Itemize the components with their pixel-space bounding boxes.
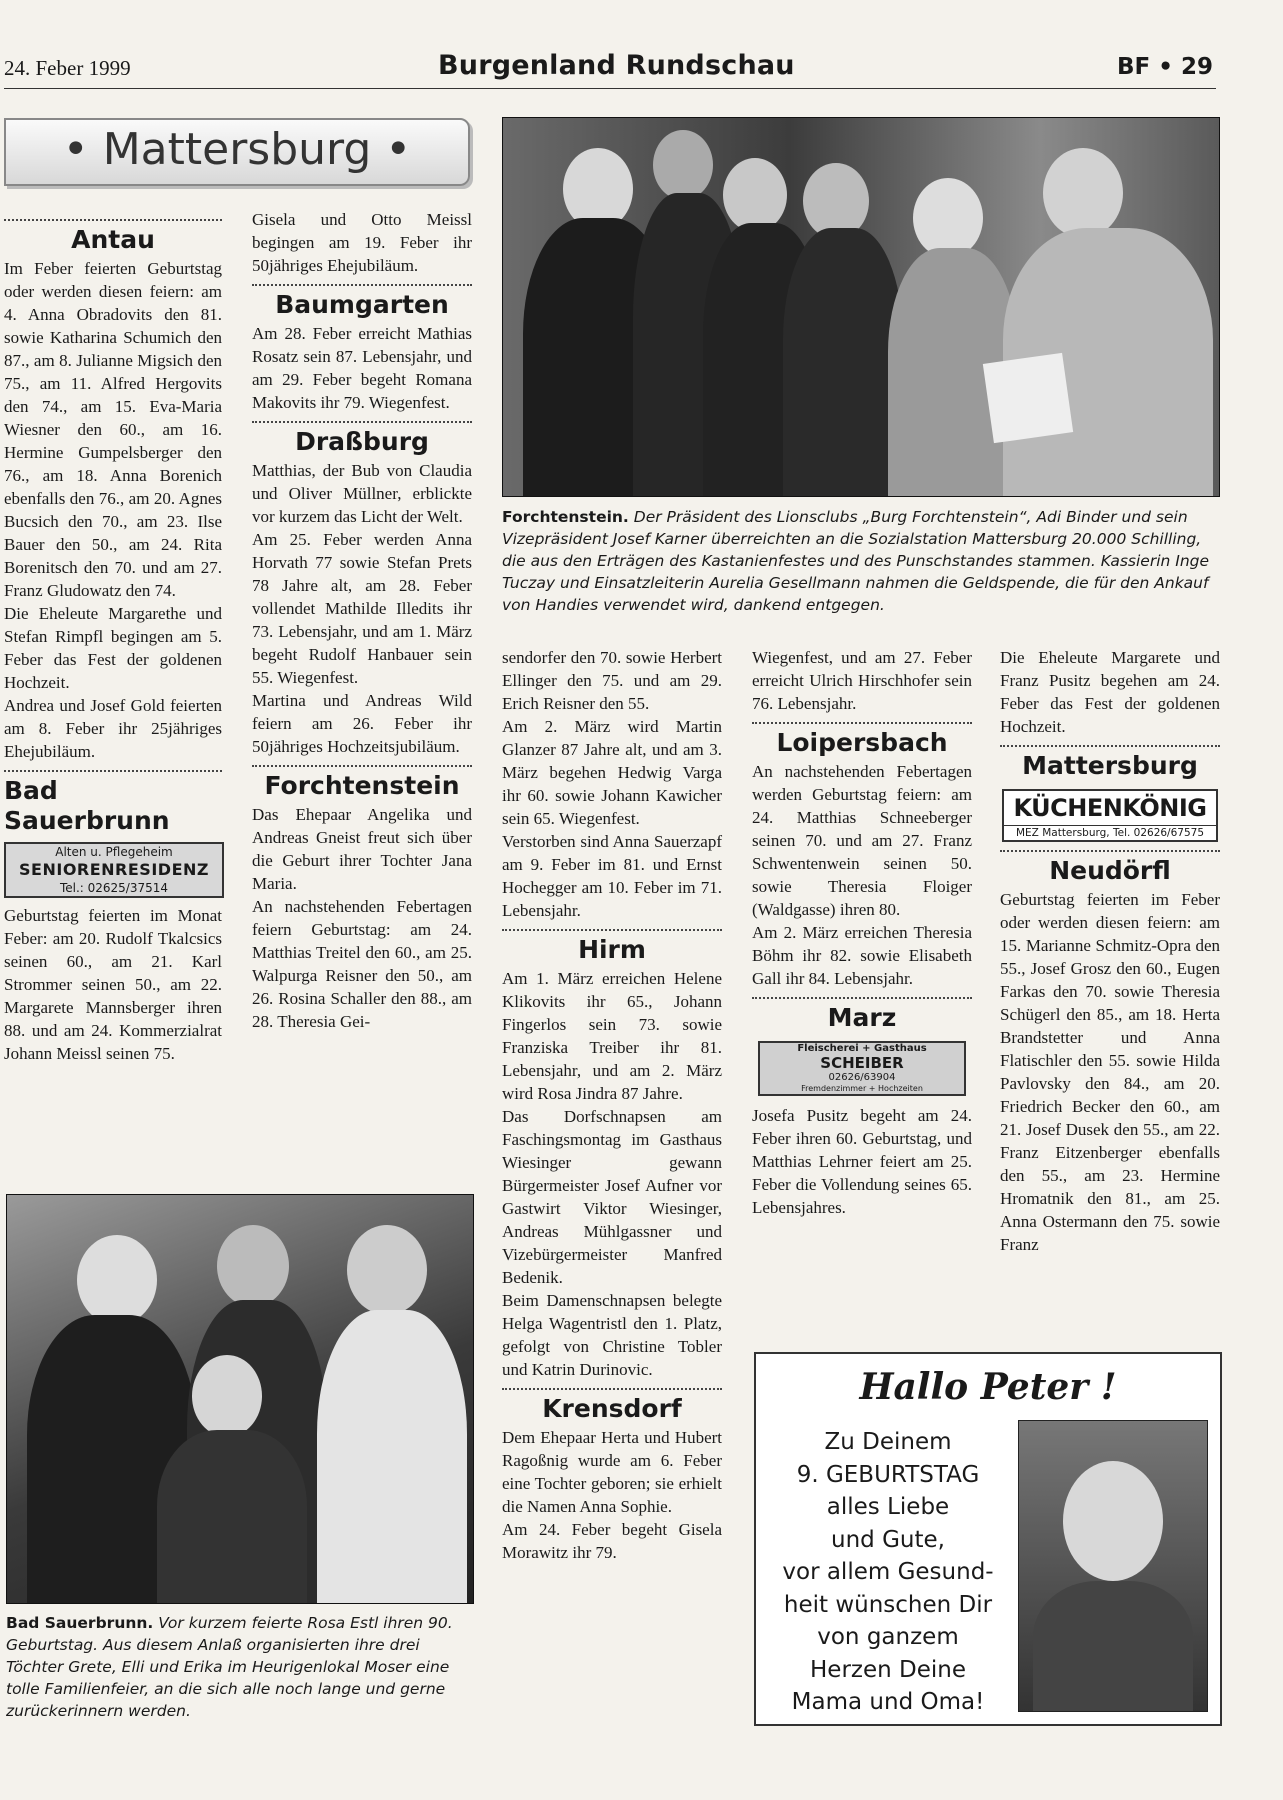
section-heading-drassburg: Draßburg: [295, 427, 429, 456]
article-text: An nachstehenden Febertagen feiern Geburtstag: am 24. Matthias Treitel den 60., am 25. Walpurga Reisner den 50., am 26. Rosina Schaller den 88., am 28. Theresia Gei-: [252, 897, 472, 1031]
ad-seniorenresidenz: [4, 842, 224, 898]
section-heading-neudoerfl: Neudörfl: [1049, 856, 1171, 885]
article-text: Im Feber feierten Geburtstag oder werden diesen feiern: am 4. Anna Obradovits den 81. sowie Katharina Schumich den 87., am 8. Julianne Migsich den 75., am 11. Alfred Hergovits den 74., am 15. Eva-Maria Wiesner den 60., am 16. Hermine Gumpelsberger den 76., am 18. Anna Borenich ebenfalls den 76., am 20. Agnes Bucsich den 70., am 23. Ilse Bauer den 50., am 24. Rita Borenitsch den 70. und am 27. Franz Gludowatz den 74.: [4, 259, 222, 600]
section-divider: [1000, 850, 1220, 852]
greeting-line: heit wünschen Dir: [783, 1591, 993, 1618]
article-text: Matthias, der Bub von Claudia und Oliver Müllner, erblickte vor kurzem das Licht der Welt.: [252, 461, 472, 526]
caption-place: Bad Sauerbrunn.: [6, 1614, 154, 1632]
photo-figure: [783, 228, 903, 497]
section-divider: [502, 929, 722, 931]
section-divider: [252, 421, 472, 423]
photo-figure: [192, 1355, 262, 1437]
photo-forchtenstein: [502, 117, 1220, 497]
section-divider: [752, 997, 972, 999]
photo-figure: [157, 1430, 307, 1604]
column-5: [1000, 646, 1220, 1256]
article-text: Dem Ehepaar Herta und Hubert Ragoßnig wurde am 6. Feber eine Tochter geboren; sie erhielt die Namen Anna Sophie.: [502, 1428, 722, 1516]
section-divider: [752, 722, 972, 724]
article-text: Beim Damenschnapsen belegte Helga Wagentristl den 1. Platz, gefolgt von Christine Tobler und Katrin Durinovic.: [502, 1291, 722, 1379]
greeting-line: vor allem Gesund-: [782, 1559, 994, 1585]
ad-line: Fleischerei + Gasthaus: [797, 1043, 927, 1054]
ad-line: SENIORENRESIDENZ: [19, 860, 209, 879]
photo-figure: [1063, 1461, 1163, 1581]
section-divider: [502, 1388, 722, 1390]
ad-line: SCHEIBER: [820, 1054, 904, 1072]
column-3: [502, 646, 722, 1564]
column-1: [4, 212, 222, 1065]
article-text: Am 24. Feber begeht Gisela Morawitz ihr 79.: [502, 1520, 722, 1562]
caption-text: Vor kurzem feierte Rosa Estl ihren 90. Geburtstag. Aus diesem Anlaß organisierten ihre drei Töchter Grete, Elli und Erika im Heurigenlokal Moser eine tolle Familienfeier, an die sich alle noch lange und gerne zurückerinnern werden.: [6, 1614, 453, 1720]
article-text: Das Ehepaar Angelika und Andreas Gneist freut sich über die Geburt ihrer Tochter Jana Maria.: [252, 805, 472, 893]
article-text: Verstorben sind Anna Sauerzapf am 9. Feber im 81. und Ernst Hochegger am 10. Feber im 71. Lebensjahr.: [502, 832, 722, 920]
greeting-line: 9. GEBURTSTAG: [796, 1461, 980, 1488]
greeting-text: [764, 1426, 1012, 1719]
section-divider: [1000, 745, 1220, 747]
article-text: Josefa Pusitz begeht am 24. Feber ihren 60. Geburtstag, und Matthias Lehrner feiert am 25. Feber die Vollendung seines 65. Lebensjahres.: [752, 1106, 972, 1217]
header-divider: [4, 88, 1216, 89]
ad-line: KÜCHENKÖNIG: [1013, 794, 1207, 822]
greeting-line: Herzen Deine: [810, 1656, 966, 1683]
ad-line: Alten u. Pflegeheim: [55, 845, 173, 859]
photo-caption-forchtenstein: [502, 506, 1218, 616]
photo-figure: [1043, 148, 1123, 238]
photo-figure: [347, 1225, 427, 1315]
column-2: [252, 208, 472, 1033]
photo-figure: [77, 1235, 157, 1325]
greeting-line: alles Liebe: [826, 1494, 950, 1520]
article-text: Am 25. Feber werden Anna Horvath 77 sowie Stefan Prets 78 Jahre alt, am 28. Feber vollendet Mathilde Illedits ihr 73. Lebensjahr, und am 1. März begeht Rudolf Hanbauer sein 55. Wiegenfest.: [252, 530, 472, 687]
article-text: Geburtstag feierten im Feber oder werden diesen feiern: am 15. Marianne Schmitz-Opra den 55., Josef Grosz den 60., Eugen Farkas den 70. sowie Theresia Schügerl den 85., am 18. Herta Brandstetter und Anna Flatischler den 55. sowie Hilda Pavlovsky den 84., am 20. Friedrich Becker den 60., am 21. Josef Dusek den 55., am 22. Franz Eitzenberger ebenfalls den 55., am 23. Hermine Hromatnik den 81., am 25. Anna Ostermann den 75. sowie Franz: [1000, 890, 1220, 1254]
article-text: Die Eheleute Margarethe und Stefan Rimpfl begingen am 5. Feber das Fest der goldenen Hochzeit.: [4, 604, 222, 692]
greeting-title: Hallo Peter !: [859, 1366, 1117, 1408]
caption-place: Forchtenstein.: [502, 508, 629, 526]
section-heading-bad-sauerbrunn: Bad Sauerbrunn: [4, 776, 170, 835]
ad-scheiber: [758, 1041, 966, 1096]
greeting-line: und Gute,: [831, 1526, 945, 1553]
ad-kuechenkoenig: [1002, 789, 1218, 842]
section-heading-marz: Marz: [827, 1003, 897, 1032]
section-heading-hirm: Hirm: [578, 935, 646, 964]
article-text: Die Eheleute Margarete und Franz Pusitz begehen am 24. Feber das Fest der goldenen Hochzeit.: [1000, 648, 1220, 736]
greeting-ad: [754, 1352, 1222, 1726]
photo-caption-bad-sauerbrunn: [6, 1612, 476, 1722]
photo-bad-sauerbrunn: [6, 1194, 474, 1604]
issue-date: 24. Feber 1999: [4, 56, 131, 80]
caption-text: Der Präsident des Lionsclubs „Burg Forchtenstein“, Adi Binder und sein Vizepräsident Josef Karner überreichten an die Sozialstation Mattersburg 20.000 Schilling, die aus den Erträgen des Kastanienfestes und des Punschstandes stammen. Kassierin Inge Tuczay und Einsatzleiterin Aurelia Gesellmann nahmen die Geldspende, die für den Ankauf von Handies verwendet wird, dankend entgegen.: [502, 508, 1210, 614]
photo-figure: [1033, 1581, 1193, 1712]
photo-figure: [913, 178, 983, 258]
section-heading-antau: Antau: [71, 225, 155, 254]
article-text: Andrea und Josef Gold feierten am 8. Feber ihr 25jähriges Ehejubiläum.: [4, 696, 222, 761]
article-text: Martina und Andreas Wild feiern am 26. Feber ihr 50jähriges Hochzeitsjubiläum.: [252, 691, 472, 756]
article-text: Geburtstag feierten im Monat Feber: am 20. Rudolf Tkalcsics seinen 60., am 21. Karl Strommer seinen 50., am 22. Margarete Mannsberger ihren 88. und am 24. Kommerzialrat Johann Meissl seinen 75.: [4, 906, 222, 1063]
section-heading-baumgarten: Baumgarten: [275, 290, 449, 319]
ad-line: MEZ Mattersburg, Tel. 02626/67575: [1004, 825, 1216, 840]
page-number: BF • 29: [1117, 54, 1213, 80]
photo-figure: [653, 130, 713, 200]
greeting-line: Mama und Oma!: [791, 1689, 985, 1715]
ad-line: Fremdenzimmer + Hochzeiten: [801, 1084, 923, 1093]
section-divider: [252, 765, 472, 767]
child-portrait-photo: [1018, 1420, 1208, 1712]
photo-figure: [217, 1225, 289, 1307]
region-banner: [4, 118, 470, 186]
article-text: Am 28. Feber erreicht Mathias Rosatz sein 87. Lebensjahr, und am 29. Feber begeht Romana Makovits ihr 79. Wiegenfest.: [252, 324, 472, 412]
photo-figure: [317, 1310, 467, 1604]
gift-book-image: [983, 353, 1073, 443]
greeting-line: von ganzem: [817, 1624, 959, 1650]
greeting-line: Zu Deinem: [824, 1429, 952, 1455]
article-text: Am 1. März erreichen Helene Klikovits ihr 65., Johann Fingerlos sein 73. sowie Franziska Treiber ihr 81. Lebensjahr, und am 2. März wird Rosa Jindra 87 Jahre.: [502, 969, 722, 1103]
section-heading-forchtenstein: Forchtenstein: [264, 771, 460, 800]
newspaper-title: Burgenland Rundschau: [438, 50, 795, 81]
ad-line: Tel.: 02625/37514: [59, 881, 169, 895]
section-heading-krensdorf: Krensdorf: [542, 1394, 682, 1423]
ad-line: 02626/63904: [828, 1072, 896, 1083]
article-text: Das Dorfschnapsen am Faschingsmontag im Gasthaus Wiesinger gewann Bürgermeister Josef Aufner vor Gastwirt Viktor Wiesinger, Andreas Mühlgassner und Vizebürgermeister Manfred Bedenik.: [502, 1107, 722, 1287]
article-text: sendorfer den 70. sowie Herbert Ellinger den 75. und am 29. Erich Reisner den 55.: [502, 648, 722, 713]
section-heading-loipersbach: Loipersbach: [776, 728, 948, 757]
column-4: [752, 646, 972, 1219]
region-banner-title: • Mattersburg •: [62, 124, 412, 175]
article-text: Wiegenfest, und am 27. Feber erreicht Ulrich Hirschhofer sein 76. Lebensjahr.: [752, 648, 972, 713]
section-divider: [252, 284, 472, 286]
article-text: Am 2. März wird Martin Glanzer 87 Jahre alt, und am 3. März begehen Hedwig Varga ihr 60. sowie Johann Kawicher sein 65. Wiegenfest.: [502, 717, 722, 828]
article-text: Am 2. März erreichen Theresia Böhm ihr 82. sowie Elisabeth Gall ihr 84. Lebensjahr.: [752, 923, 972, 988]
section-heading-mattersburg: Mattersburg: [1022, 751, 1198, 780]
section-divider: [4, 770, 222, 772]
section-divider: [4, 219, 222, 221]
article-text: Gisela und Otto Meissl begingen am 19. Feber ihr 50jähriges Ehejubiläum.: [252, 210, 472, 275]
article-text: An nachstehenden Febertagen werden Geburtstag feiern: am 24. Matthias Schneeberger seinen 70. und am 27. Franz Schwentenwein seinen 50. sowie Theresia Floiger (Waldgasse) ihren 80.: [752, 762, 972, 919]
photo-figure: [723, 158, 787, 232]
